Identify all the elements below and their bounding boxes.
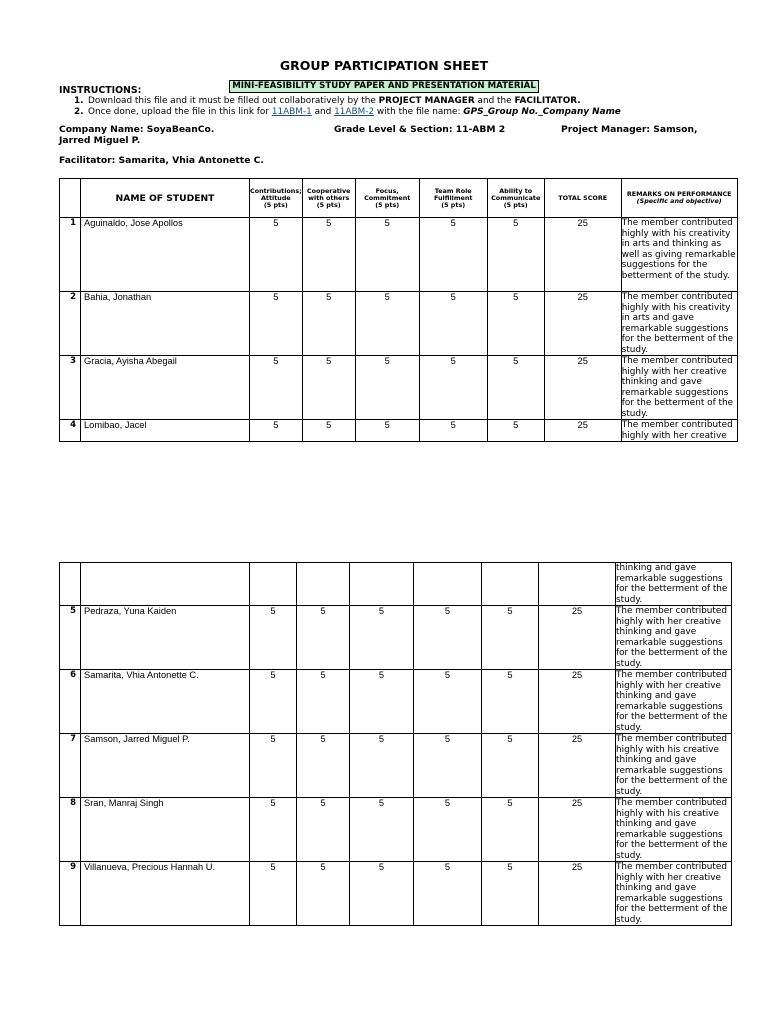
team-role-score: 5 [414, 798, 482, 862]
student-name: Samson, Jarred Miguel P. [81, 734, 250, 798]
header-remarks-sub: (Specific and objective) [636, 197, 722, 205]
communicate-score: 5 [482, 862, 539, 926]
header-points: (5 pts) [441, 200, 466, 209]
contributions-score: 5 [250, 670, 297, 734]
team-role-score: 5 [419, 292, 487, 356]
header-number [60, 179, 81, 218]
cooperative-score: 5 [302, 356, 355, 420]
header-student: NAME OF STUDENT [81, 179, 250, 218]
communicate-score: 5 [487, 218, 544, 292]
team-role-score: 5 [414, 734, 482, 798]
upload-link-11abm-1[interactable]: 11ABM-1 [271, 107, 312, 117]
cooperative-score: 5 [297, 670, 350, 734]
header-points: (5 pts) [503, 200, 528, 209]
score-cell [297, 563, 350, 606]
header-communicate [487, 179, 544, 218]
header-team-role [419, 179, 487, 218]
cooperative-score: 5 [297, 798, 350, 862]
contributions-score: 5 [250, 292, 303, 356]
student-name: Aguinaldo, Jose Apollos [81, 218, 250, 292]
instructions-heading: INSTRUCTIONS: [59, 85, 142, 96]
header-remarks [621, 179, 737, 218]
contributions-score: 5 [250, 218, 303, 292]
remark-cell: The member contributed highly with his creative thinking and gave remarkable suggestions for the betterment of the study. [616, 798, 732, 862]
communicate-score: 5 [487, 356, 544, 420]
header-cooperative [302, 179, 355, 218]
facilitator: Facilitator: Samarita, Vhia Antonette C. [59, 155, 264, 166]
team-role-score: 5 [419, 356, 487, 420]
instruction-item-1 [74, 96, 581, 106]
remark-cell: The member contributed highly with her creative thinking and gave remarkable suggestions for the betterment of the study. [616, 670, 732, 734]
communicate-score: 5 [487, 420, 544, 442]
row-number: 9 [60, 862, 81, 926]
remark-cell: The member contributed highly with her creative [621, 420, 737, 442]
instruction-text: Download this file and it must be filled out collaboratively by the [88, 96, 379, 106]
team-role-score: 5 [419, 218, 487, 292]
team-role-score: 5 [419, 420, 487, 442]
header-label: REMARKS ON PERFORMANCE [626, 190, 732, 198]
score-cell [414, 563, 482, 606]
participation-table-page-1 [59, 178, 738, 442]
total-score: 25 [539, 734, 616, 798]
cooperative-score: 5 [297, 734, 350, 798]
cooperative-score: 5 [297, 862, 350, 926]
cooperative-score: 5 [302, 292, 355, 356]
remark-cell: The member contributed highly with his creativity in arts and thinking as well as giving remarkable suggestions for the betterment of the study. [621, 218, 737, 292]
header-points: (5 pts) [316, 200, 341, 209]
contributions-score: 5 [250, 862, 297, 926]
focus-score: 5 [355, 292, 419, 356]
student-name: Gracia, Ayisha Abegail [81, 356, 250, 420]
focus-score: 5 [350, 670, 414, 734]
focus-score: 5 [355, 356, 419, 420]
row-number: 5 [60, 606, 81, 670]
focus-score: 5 [350, 862, 414, 926]
cooperative-score: 5 [302, 420, 355, 442]
row-number: 3 [60, 356, 81, 420]
row-number: 1 [60, 218, 81, 292]
table-row [60, 356, 738, 420]
cooperative-score: 5 [302, 218, 355, 292]
row-number: 7 [60, 734, 81, 798]
sheet-subtitle: MINI-FEASIBILITY STUDY PAPER AND PRESENTATION MATERIAL [229, 80, 539, 93]
instruction-bold: FACILITATOR. [514, 96, 581, 106]
total-score: 25 [544, 292, 621, 356]
focus-score: 5 [350, 606, 414, 670]
header-label: Focus, Commitment [364, 186, 411, 202]
focus-score: 5 [350, 798, 414, 862]
focus-score: 5 [355, 420, 419, 442]
instruction-item-2 [74, 107, 621, 117]
contributions-score: 5 [250, 420, 303, 442]
header-label: Cooperative with others [306, 186, 351, 202]
communicate-score: 5 [487, 292, 544, 356]
contributions-score: 5 [250, 356, 303, 420]
table-row [60, 420, 738, 442]
total-score: 25 [539, 862, 616, 926]
row-number: 4 [60, 420, 81, 442]
project-manager: Project Manager: Samson, [561, 124, 698, 135]
table-row [60, 862, 732, 926]
remark-cell: The member contributed highly with his creative thinking and gave remarkable suggestions for the betterment of the study. [616, 734, 732, 798]
instruction-text: and the [474, 96, 515, 106]
total-score: 25 [539, 670, 616, 734]
table-header-row [60, 179, 738, 218]
company-name: Company Name: SoyaBeanCo. [59, 124, 215, 135]
score-cell [482, 563, 539, 606]
row-number: 8 [60, 798, 81, 862]
instruction-text: and [311, 107, 335, 117]
team-role-score: 5 [414, 862, 482, 926]
remark-cell: thinking and gave remarkable suggestions for the betterment of the study. [616, 563, 732, 606]
score-cell [250, 563, 297, 606]
score-cell [350, 563, 414, 606]
student-name: Pedraza, Yuna Kaiden [81, 606, 250, 670]
instruction-text: with the file name: [374, 107, 464, 117]
participation-table-page-2 [59, 562, 732, 926]
student-name: Villanueva, Precious Hannah U. [81, 862, 250, 926]
contributions-score: 5 [250, 798, 297, 862]
header-label: Contributions; Attitude [250, 186, 302, 202]
table-row [60, 218, 738, 292]
table-body-page-2 [60, 563, 732, 926]
instruction-number: 2. [74, 107, 84, 117]
contributions-score: 5 [250, 606, 297, 670]
remark-cell: The member contributed highly with his creativity in arts and gave remarkable suggestions for the betterment of the study. [621, 292, 737, 356]
communicate-score: 5 [482, 798, 539, 862]
remark-cell: The member contributed highly with her creative thinking and gave remarkable suggestions for the betterment of the study. [616, 862, 732, 926]
table-row [60, 734, 732, 798]
instruction-text: Once done, upload the file in this link for [88, 107, 272, 117]
header-points: (5 pts) [375, 200, 400, 209]
cooperative-score: 5 [297, 606, 350, 670]
row-number: 6 [60, 670, 81, 734]
remark-cell: The member contributed highly with her creative thinking and gave remarkable suggestions for the betterment of the study. [616, 606, 732, 670]
file-name-format: GPS_Group No._Company Name [463, 107, 621, 117]
grade-level-section: Grade Level & Section: 11-ABM 2 [334, 124, 506, 135]
row-number: 2 [60, 292, 81, 356]
header-focus [355, 179, 419, 218]
contributions-score: 5 [250, 734, 297, 798]
number-cell [60, 563, 81, 606]
header-points: (5 pts) [263, 200, 288, 209]
student-name: Sran, Manraj Singh [81, 798, 250, 862]
student-name: Lomibao, Jacel [81, 420, 250, 442]
total-cell [539, 563, 616, 606]
total-score: 25 [539, 606, 616, 670]
instruction-bold: PROJECT MANAGER [378, 96, 475, 106]
communicate-score: 5 [482, 734, 539, 798]
total-score: 25 [544, 420, 621, 442]
team-role-score: 5 [414, 670, 482, 734]
remark-cell: The member contributed highly with her creative thinking and gave remarkable suggestions for the betterment of the study. [621, 356, 737, 420]
total-score: 25 [544, 218, 621, 292]
sheet-title: GROUP PARTICIPATION SHEET [279, 58, 489, 73]
focus-score: 5 [355, 218, 419, 292]
table-body-page-1 [60, 218, 738, 442]
project-manager-continued: Jarred Miguel P. [59, 135, 141, 146]
table-row [60, 670, 732, 734]
student-name: Samarita, Vhia Antonette C. [81, 670, 250, 734]
total-score: 25 [539, 798, 616, 862]
instruction-number: 1. [74, 96, 84, 106]
communicate-score: 5 [482, 670, 539, 734]
student-name: Bahia, Jonathan [81, 292, 250, 356]
table-row [60, 606, 732, 670]
total-score: 25 [544, 356, 621, 420]
header-total-score: TOTAL SCORE [544, 179, 621, 218]
table-row [60, 292, 738, 356]
header-contributions [250, 179, 303, 218]
focus-score: 5 [350, 734, 414, 798]
header-label: Ability to Communicate [491, 186, 541, 202]
upload-link-11abm-2[interactable]: 11ABM-2 [334, 107, 375, 117]
table-row-continuation [60, 563, 732, 606]
header-label: Team Role Fulfillment [433, 186, 473, 202]
communicate-score: 5 [482, 606, 539, 670]
team-role-score: 5 [414, 606, 482, 670]
name-cell [81, 563, 250, 606]
table-row [60, 798, 732, 862]
